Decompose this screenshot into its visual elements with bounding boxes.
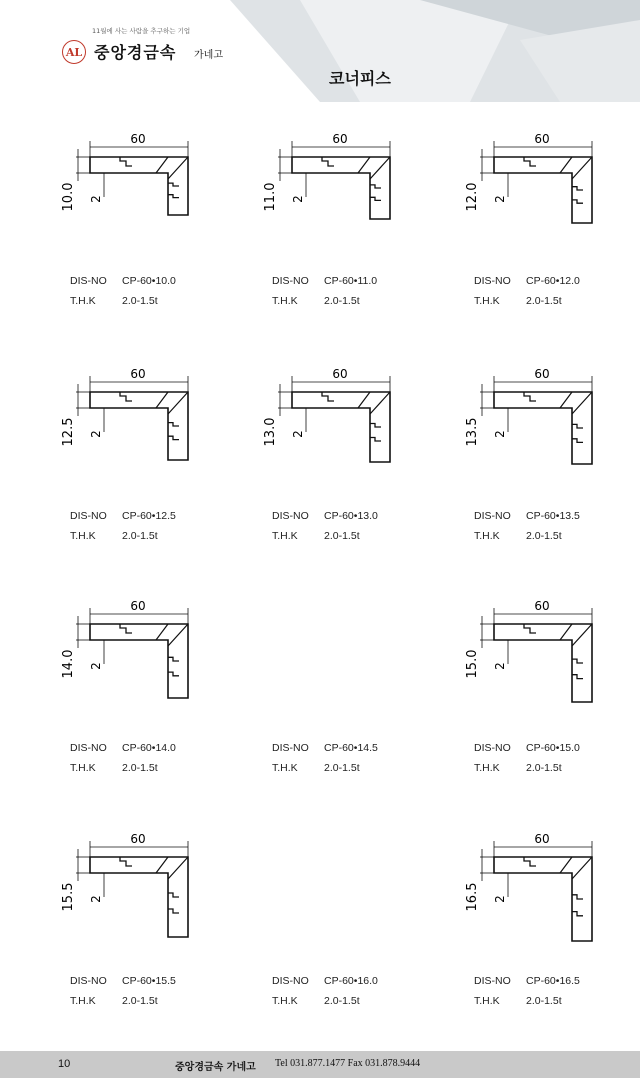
profile-drawing xyxy=(60,125,200,245)
profile-card xyxy=(262,592,452,782)
height-dimension-label: 12.5 xyxy=(61,417,76,447)
width-dimension-label: 60 xyxy=(534,832,550,846)
width-dimension-label: 60 xyxy=(130,367,146,381)
dis-no-label: DIS-NO xyxy=(272,742,309,754)
width-dimension-label: 60 xyxy=(332,132,348,146)
company-logo: AL xyxy=(62,40,86,64)
profile-card xyxy=(60,592,250,782)
thickness-row xyxy=(70,295,158,307)
thickness-row xyxy=(70,530,158,542)
thk-value: 2.0-1.5t xyxy=(526,530,562,542)
profile-card xyxy=(60,125,250,315)
thk-value: 2.0-1.5t xyxy=(122,530,158,542)
thickness-row xyxy=(272,295,360,307)
height-dimension-label: 13.5 xyxy=(465,417,480,447)
thickness-row xyxy=(272,530,360,542)
inner-dimension-label: 2 xyxy=(89,430,103,438)
dis-no-row xyxy=(272,742,378,754)
profile-card xyxy=(464,825,640,1015)
width-dimension-label: 60 xyxy=(534,132,550,146)
dis-no-value: CP-60•16.0 xyxy=(324,975,378,987)
dis-no-value: CP-60•11.0 xyxy=(324,275,378,287)
thk-value: 2.0-1.5t xyxy=(526,762,562,774)
dis-no-row xyxy=(474,742,580,754)
inner-dimension-label: 2 xyxy=(89,895,103,903)
thickness-row xyxy=(272,995,360,1007)
dis-no-label: DIS-NO xyxy=(474,510,511,522)
height-dimension-label: 14.0 xyxy=(61,649,76,679)
thickness-row xyxy=(272,762,360,774)
dis-no-value: CP-60•13.5 xyxy=(526,510,580,522)
width-dimension-label: 60 xyxy=(130,832,146,846)
height-dimension-label: 12.0 xyxy=(465,182,480,212)
profile-drawing xyxy=(464,360,604,480)
thk-label: T.H.K xyxy=(474,995,500,1007)
thickness-row xyxy=(474,295,562,307)
thickness-row xyxy=(474,762,562,774)
inner-dimension-label: 2 xyxy=(89,662,103,670)
height-dimension-label: 16.5 xyxy=(465,882,480,912)
profile-card xyxy=(262,360,452,550)
dis-no-row xyxy=(70,275,176,287)
height-dimension-label: 11.0 xyxy=(263,182,278,212)
width-dimension-label: 60 xyxy=(332,367,348,381)
dis-no-value: CP-60•10.0 xyxy=(122,275,176,287)
dis-no-value: CP-60•13.0 xyxy=(324,510,378,522)
thk-label: T.H.K xyxy=(474,762,500,774)
profile-card xyxy=(464,125,640,315)
width-dimension-label: 60 xyxy=(130,132,146,146)
dis-no-value: CP-60•14.0 xyxy=(122,742,176,754)
thk-value: 2.0-1.5t xyxy=(122,762,158,774)
thickness-row xyxy=(474,530,562,542)
company-tagline: 11월에 사는 사람을 추구하는 기업 xyxy=(92,27,191,35)
profile-card xyxy=(262,125,452,315)
thk-value: 2.0-1.5t xyxy=(122,995,158,1007)
thk-label: T.H.K xyxy=(70,295,96,307)
dis-no-row xyxy=(70,510,176,522)
dis-no-value: CP-60•12.0 xyxy=(526,275,580,287)
profile-card xyxy=(464,360,640,550)
dis-no-row xyxy=(70,975,176,987)
dis-no-label: DIS-NO xyxy=(272,975,309,987)
page-footer xyxy=(0,1051,640,1078)
thk-value: 2.0-1.5t xyxy=(122,295,158,307)
dis-no-label: DIS-NO xyxy=(474,275,511,287)
dis-no-label: DIS-NO xyxy=(70,975,107,987)
dis-no-value: CP-60•15.5 xyxy=(122,975,176,987)
page-title: 코너피스 xyxy=(329,69,391,88)
thk-value: 2.0-1.5t xyxy=(526,295,562,307)
profile-drawing xyxy=(262,360,402,480)
profile-card xyxy=(60,360,250,550)
company-name: 중앙경금속 xyxy=(94,43,177,62)
dis-no-label: DIS-NO xyxy=(70,510,107,522)
dis-no-value: CP-60•12.5 xyxy=(122,510,176,522)
thk-label: T.H.K xyxy=(474,295,500,307)
height-dimension-label: 10.0 xyxy=(61,182,76,212)
inner-dimension-label: 2 xyxy=(493,662,507,670)
thk-label: T.H.K xyxy=(272,530,298,542)
profile-drawing xyxy=(60,825,200,945)
profile-card xyxy=(60,825,250,1015)
dis-no-row xyxy=(70,742,176,754)
dis-no-label: DIS-NO xyxy=(70,275,107,287)
profile-drawing xyxy=(464,592,604,712)
dis-no-label: DIS-NO xyxy=(272,510,309,522)
height-dimension-label: 15.0 xyxy=(465,649,480,679)
thk-label: T.H.K xyxy=(474,530,500,542)
dis-no-row xyxy=(474,975,580,987)
inner-dimension-label: 2 xyxy=(291,430,305,438)
thk-value: 2.0-1.5t xyxy=(324,762,360,774)
dis-no-row xyxy=(272,275,377,287)
inner-dimension-label: 2 xyxy=(493,895,507,903)
width-dimension-label: 60 xyxy=(534,367,550,381)
profile-drawing xyxy=(60,592,200,712)
footer-contact: Tel 031.877.1477 Fax 031.878.9444 xyxy=(275,1058,421,1069)
profile-drawing xyxy=(464,825,604,945)
dis-no-label: DIS-NO xyxy=(474,742,511,754)
height-dimension-label: 13.0 xyxy=(263,417,278,447)
thk-label: T.H.K xyxy=(272,295,298,307)
dis-no-row xyxy=(272,975,378,987)
dis-no-label: DIS-NO xyxy=(272,275,309,287)
profile-drawing xyxy=(464,125,604,245)
page-number: 10 xyxy=(58,1058,71,1070)
thk-value: 2.0-1.5t xyxy=(324,295,360,307)
page-header xyxy=(0,0,640,102)
thickness-row xyxy=(70,762,158,774)
inner-dimension-label: 2 xyxy=(493,195,507,203)
dis-no-value: CP-60•16.5 xyxy=(526,975,580,987)
thk-label: T.H.K xyxy=(70,530,96,542)
dis-no-row xyxy=(474,275,580,287)
dis-no-row xyxy=(474,510,580,522)
dis-no-row xyxy=(272,510,378,522)
profile-drawing xyxy=(262,125,402,245)
dis-no-value: CP-60•15.0 xyxy=(526,742,580,754)
inner-dimension-label: 2 xyxy=(89,195,103,203)
profile-card xyxy=(262,825,452,1015)
thickness-row xyxy=(474,995,562,1007)
thk-label: T.H.K xyxy=(272,995,298,1007)
thk-label: T.H.K xyxy=(70,762,96,774)
width-dimension-label: 60 xyxy=(130,599,146,613)
profile-card xyxy=(464,592,640,782)
thk-label: T.H.K xyxy=(70,995,96,1007)
thickness-row xyxy=(70,995,158,1007)
thk-label: T.H.K xyxy=(272,762,298,774)
dis-no-label: DIS-NO xyxy=(70,742,107,754)
footer-company: 중앙경금속 가네고 xyxy=(175,1062,256,1073)
width-dimension-label: 60 xyxy=(534,599,550,613)
inner-dimension-label: 2 xyxy=(493,430,507,438)
inner-dimension-label: 2 xyxy=(291,195,305,203)
thk-value: 2.0-1.5t xyxy=(324,995,360,1007)
thk-value: 2.0-1.5t xyxy=(526,995,562,1007)
height-dimension-label: 15.5 xyxy=(61,882,76,912)
profile-drawing xyxy=(60,360,200,480)
thk-value: 2.0-1.5t xyxy=(324,530,360,542)
company-suffix: 가네고 xyxy=(194,50,223,61)
dis-no-label: DIS-NO xyxy=(474,975,511,987)
dis-no-value: CP-60•14.5 xyxy=(324,742,378,754)
